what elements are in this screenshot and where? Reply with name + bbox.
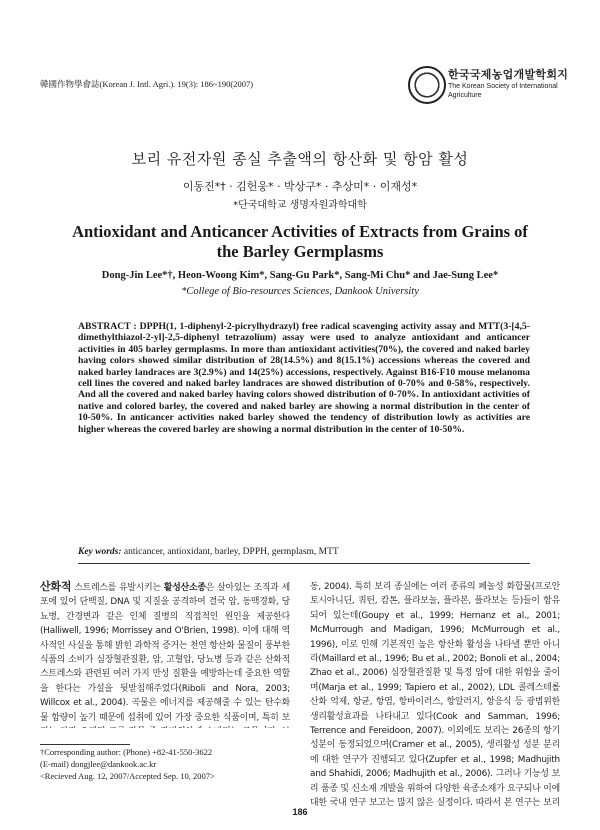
- emphasized-term: 활성산소종: [163, 583, 206, 593]
- body-left-column: [40, 580, 290, 728]
- korean-title: 보리 유전자원 종실 추출액의 항산화 및 항암 활성: [131, 150, 469, 168]
- society-header: [408, 66, 578, 106]
- keywords-label: Key words:: [78, 547, 122, 557]
- english-title: Antioxidant and Anticancer Activities of Extracts from Grains of the Barley Germplasms: [72, 222, 528, 261]
- body-right-column: 동, 2004). 특히 보리 종실에는 여러 종류의 페놀성 화합물(프로안토시아니딘, 쿼틴, 캄톤, 플라보놀, 플라본, 플라보논 등)들이 함유되어 있는데(Goupy et al., 1999; Hernanz et al., 2001; McMurrough and Madigan, 1996; McMurrough et al., 1996), 이로 인해 기본적인 높은 항산화 활성을 나타낼 뿐만 아니라(Maillard et al., 1996; Bu et al., 2002; Bonoli et al., 2004; Zhao et al., 2006) 심장혈관질환 및 특정 암에 대한 위험을 줄이며(Marja et al., 1999; Tapiero et al., 2002), LDL 콜레스테롤 산화 억제, 항균, 항염, 항바이러스, 항알러지, 항응식 등 광범위한 생리활성효과를 나타내고 있다(Cook and Samman, 1996; Terrence and Fereidoon, 2007). 이외에도 보리는 26종의 항기성분이 동정되었으며(Cramer et al., 2005), 생리활성 성분 분리에 대한 연구가 진행되고 있다(Zupfer et al., 1998; Madhujith and Shahidi, 2006; Madhujith et al., 2006). 그러나 기능성 보리 품종 및 신소재 개발을 위하여 다양한 육종소재가 요구되나 이에 대한 국내 연구 보고는 많지 않은 실정이다. 따라서 본 연구는 보리: [310, 582, 560, 809]
- footnote-divider: [40, 744, 130, 745]
- corresponding-author: †Corresponding author: (Phone) +82-41-550-3622: [40, 747, 213, 757]
- society-logo: [408, 66, 446, 104]
- english-authors: Dong-Jin Lee*†, Heon-Woong Kim*, Sang-Gu Park*, Sang-Mi Chu* and Jae-Sung Lee*: [101, 270, 499, 281]
- author-email: (E-mail) dongjlee@dankook.ac.kr: [40, 759, 157, 769]
- lead-word: 산화적: [40, 580, 72, 593]
- journal-reference: 韓國作物學會誌(Korean J. Intl. Agri.). 19(3): 186~190(2007): [40, 79, 254, 89]
- page-number: 186: [292, 807, 308, 817]
- english-affiliation: *College of Bio-resources Sciences, Dankook University: [181, 286, 419, 297]
- received-date: <Recieved Aug. 12, 2007/Accepted Sep. 10, 2007>: [40, 771, 215, 781]
- society-name-korean: 한국국제농업개발학회지: [448, 68, 569, 81]
- body-text: 스트레스를 유발시키는: [71, 583, 164, 593]
- footnotes: [40, 746, 290, 782]
- body-text: 은 살아있는 조직과 세포에 있어 단백질, DNA 및 지질을 공격하여 결국 암, 동맥경화, 당뇨병, 간경변과 같은 인체 질병의 직접적인 원인을 제공한다(Halliwell, 1996; Morrissey and O'Brien, 1998). 이에 대해 역사적인 사실을 통해 밝힌 과학적 증거는 천연 항산화 물질이 풍부한 식품의 소비가 심장혈관질환, 암, 고혈압, 당뇨병 등과 같은 산화적 스트레스와 관련된 여러 가지 만성 질환을 예방하는데 중요한 역할을 한다는 가설을 뒷받침해주었다(Riboli and Nora, 2003; Willcox et al., 2004). 곡물은 에너지를 제공해줄 수 있는 탄수화물 함량이 높기 때문에 섭취에 있어 가장 중요한 식품이며, 특히 보: [40, 583, 290, 723]
- keywords-list: anticancer, antioxidant, barley, DPPH, germplasm, MTT: [123, 547, 339, 557]
- korean-affiliation: *단국대학교 생명자원과학대학: [233, 200, 367, 211]
- society-name-english: The Korean Society of International Agriculture: [448, 83, 558, 99]
- korean-authors: 이동진*† · 김헌웅* · 박상구* · 추상미* · 이재성*: [182, 180, 418, 193]
- abstract: ABSTRACT : DPPH(1, 1-diphenyl-2-picrylhydrazyl) free radical scavenging activity assay and MTT(3-[4,5-dimethylthiazol-2-yl]-2,5-diphenyl tetrazolium) assay were used to analyze antioxidant and anticancer activities in 405 barley germplasms. In more than antioxidant activities(70%), the covered and naked barley having colors showed similar distribution of 28(14.5%) and 8(15.1%) accessions whereas the covered and naked barley landraces are 3(2.9%) and 14(25%) accessions, respectively. Against B16-F10 mouse melanoma cell lines the covered and naked barley landraces are showed distribution of 0-70% and 0-58%, respectively. And all the covered and naked barley having colors showed distribution of 0-70%. In antioxidant activities of native and colored barley, the covered and naked barley are showing a normal distribution in the center of 10-50%. In anticancer activities naked barley showed the tendency of distribution lowly as activities are higher whereas the covered barley are showing a normal distribution in the center of 10-50%.: [78, 321, 530, 435]
- keywords: [78, 547, 530, 557]
- section-divider: [78, 563, 530, 564]
